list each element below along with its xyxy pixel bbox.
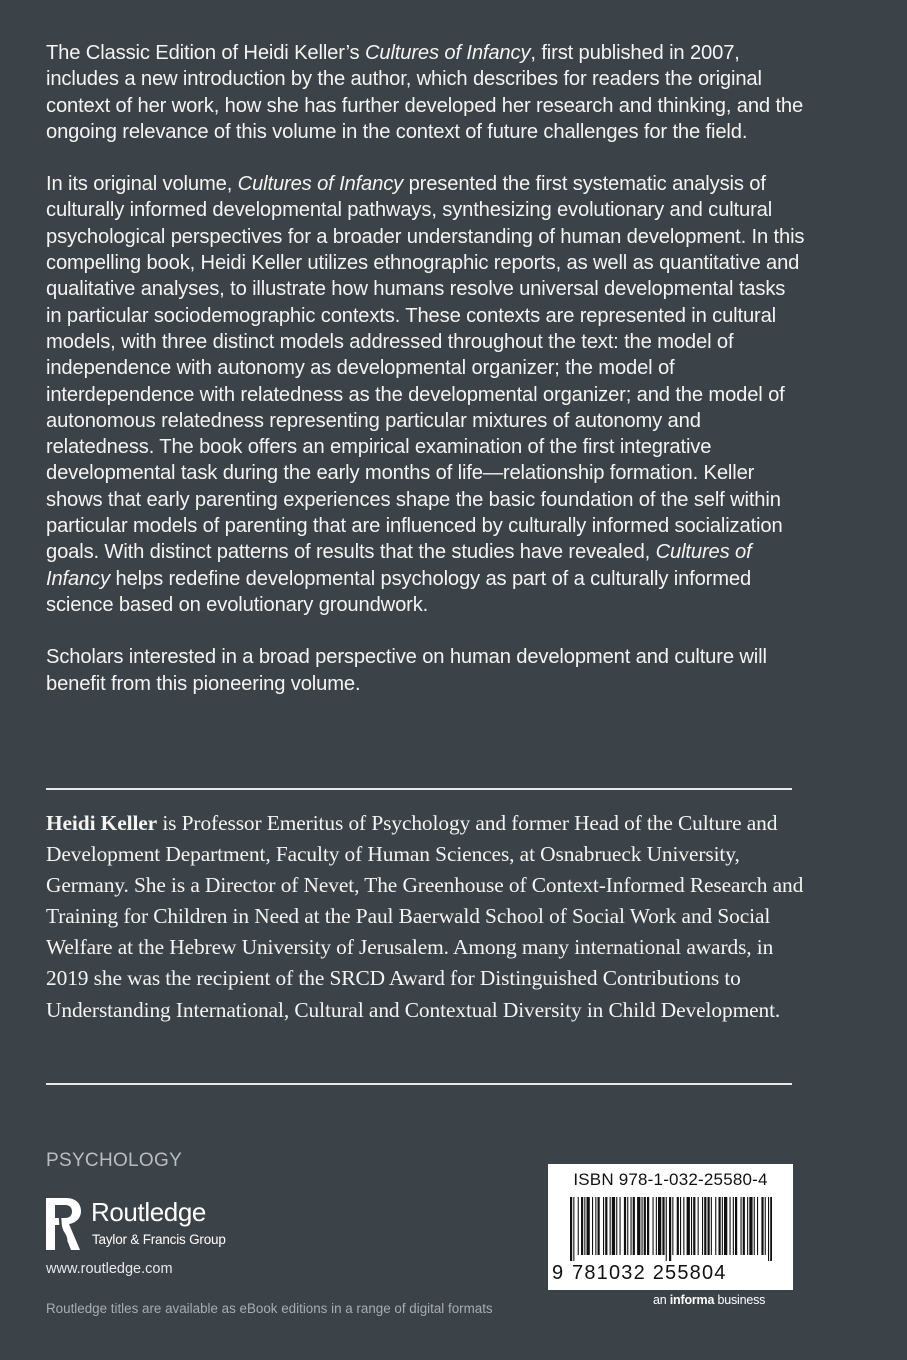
barcode-bar	[702, 1197, 703, 1255]
barcode-bar	[683, 1197, 684, 1255]
barcode-bar	[592, 1197, 593, 1255]
barcode-bar	[610, 1197, 611, 1255]
routledge-r-icon	[44, 1196, 84, 1252]
author-bio	[46, 808, 806, 1026]
barcode-digits: 781032 255804	[572, 1262, 727, 1284]
barcode-bar	[644, 1197, 646, 1255]
barcode-bar	[637, 1197, 640, 1255]
barcode-bar	[662, 1197, 664, 1255]
barcode-bar	[741, 1197, 742, 1255]
barcode-bar	[735, 1197, 737, 1255]
barcode-bar	[656, 1197, 657, 1255]
barcode-bar	[757, 1197, 758, 1255]
barcode-bar	[724, 1197, 727, 1255]
barcode-bar	[743, 1197, 745, 1255]
barcode-bar	[711, 1197, 712, 1255]
barcode-bar	[747, 1197, 748, 1255]
barcode-bar	[698, 1197, 699, 1255]
blurb-paragraph-2: In its original volume, Cultures of Infancy presented the first systematic analysis of culturally informed developmental pathways, synthesizing evolutionary and cultural psychological perspectives for a broader understanding of human development. In this compelling book, Heidi Keller utilizes ethnographic reports, as well as quantitative and qualitative analyses, to illustrate how humans resolve universal developmental tasks in particular sociodemographic contexts. These contexts are represented in cultural models, with three distinct models addressed throughout the text: the model of independence with autonomy as developmental organizer; the model of interdependence with relatedness as the developmental organizer; and the model of autonomous relatedness representing particular mixtures of autonomy and relatedness. The book offers an empirical examination of the first integrative developmental task during the early months of life—relationship formation. Keller shows that early parenting experiences shape the basic foundation of the self within particular models of parenting that are influenced by culturally informed socialization goals. With distinct patterns of results that the studies have revealed, Cultures of Infancy helps redefine developmental psychology as part of a culturally informed science based on evolutionary groundwork.	[46, 173, 805, 616]
book-title: Cultures of Infancy	[364, 42, 531, 64]
barcode-bar	[765, 1197, 766, 1255]
barcode-bar	[693, 1197, 695, 1255]
barcode-bar	[587, 1197, 590, 1255]
author-bio-text: is Professor Emeritus of Psychology and former Head of the Culture and Development Department, Faculty of Human Sciences, at Osnabrueck University, Germany. She is a Director of Nevet, The Greenhouse of Context-Informed Research and Training for Children in Need at the Paul Baerwald School of Social Work and Social Welfare at the Hebrew University of Jerusalem. Among many international awards, in 2019 she was the recipient of the SRCD Award for Distinguished Contributions to Understanding International, Cultural and Contextual Diversity in Child Development.	[46, 811, 804, 1022]
divider-top	[46, 788, 792, 790]
barcode-bar	[624, 1197, 626, 1255]
barcode-bar	[719, 1197, 721, 1255]
isbn-barcode	[548, 1164, 793, 1290]
author-name: Heidi Keller	[46, 811, 158, 835]
isbn-label: ISBN 978-1-032-25580-4	[573, 1170, 768, 1189]
divider-bottom	[46, 1083, 792, 1085]
publisher-group: Taylor & Francis Group	[92, 1232, 226, 1247]
barcode-bars	[570, 1197, 772, 1261]
barcode-bar	[708, 1197, 710, 1255]
barcode-bar	[605, 1197, 607, 1255]
book-title: Cultures of Infancy	[237, 173, 404, 196]
barcode-bar	[627, 1197, 628, 1255]
subject-category: PSYCHOLOGY	[46, 1150, 183, 1171]
barcode-bar	[691, 1197, 692, 1255]
barcode-bar	[658, 1197, 661, 1255]
barcode-bar	[722, 1197, 723, 1255]
barcode-bar	[598, 1197, 600, 1255]
barcode-bar	[633, 1197, 635, 1255]
barcode-bar	[754, 1197, 755, 1255]
publisher-name: Routledge	[91, 1197, 206, 1227]
barcode-bar	[612, 1197, 615, 1255]
barcode-bar	[573, 1197, 574, 1261]
barcode-bar	[578, 1197, 579, 1255]
barcode-bar	[642, 1197, 643, 1255]
routledge-logo	[44, 1196, 304, 1256]
book-title: Cultures of Infancy	[46, 541, 752, 590]
barcode-bar	[680, 1197, 681, 1255]
barcode-bar	[704, 1197, 706, 1255]
barcode-bar	[620, 1197, 621, 1255]
barcode-bar	[730, 1197, 731, 1255]
barcode-bar	[595, 1197, 596, 1255]
barcode-bar	[603, 1197, 604, 1255]
barcode-bar	[669, 1197, 671, 1261]
barcode-bar	[733, 1197, 734, 1255]
barcode-bar	[761, 1197, 763, 1255]
barcode-bar	[677, 1197, 679, 1255]
barcode-bar	[581, 1197, 583, 1255]
barcode-bar	[672, 1197, 673, 1255]
ebook-note: Routledge titles are available as eBook editions in a range of digital formats	[46, 1301, 493, 1316]
barcode-bar	[715, 1197, 716, 1255]
barcode-bar	[570, 1197, 572, 1261]
back-cover-blurb	[46, 40, 806, 723]
barcode-bar	[616, 1197, 617, 1255]
blurb-paragraph-3: Scholars interested in a broad perspective on human development and culture will benefit from this pioneering volume.	[46, 646, 767, 695]
publisher-url[interactable]: www.routledge.com	[46, 1261, 173, 1277]
barcode-bar	[647, 1197, 649, 1255]
barcode-bar	[666, 1197, 667, 1261]
barcode-first-digit: 9	[552, 1262, 564, 1284]
blurb-paragraph-1: The Classic Edition of Heidi Keller’s Cultures of Infancy, first published in 2007, includes a new introduction by the author, which describes for readers the original context of her work, how she has further developed her research and thinking, and the ongoing relevance of this volume in the context of future challenges for the field.	[46, 42, 804, 143]
barcode-bar	[687, 1197, 690, 1255]
barcode-bar	[631, 1197, 632, 1255]
informa-tagline: an informa business	[653, 1293, 766, 1307]
barcode-bar	[653, 1197, 654, 1255]
barcode-bar	[770, 1197, 772, 1261]
barcode-bar	[749, 1197, 752, 1255]
barcode-bar	[584, 1197, 585, 1255]
barcode-bar	[768, 1197, 769, 1261]
